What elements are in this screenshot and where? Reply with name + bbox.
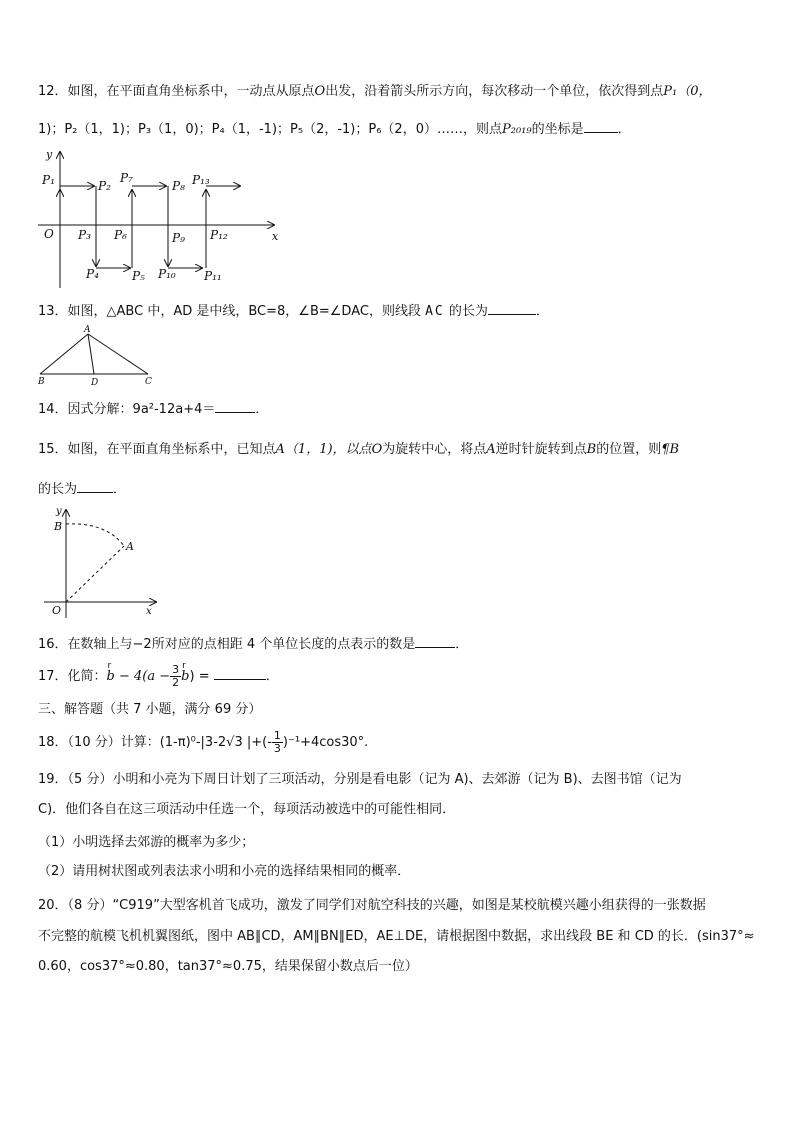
q20-line3: 0.60，cos37°≈0.80，tan37°≈0.75，结果保留小数点后一位） bbox=[38, 959, 418, 974]
q17-fraction bbox=[170, 664, 181, 689]
q14-end: ． bbox=[255, 402, 269, 417]
q12-label-P13: P₁₃ bbox=[192, 173, 210, 187]
q12-end: ． bbox=[617, 122, 631, 137]
q16-line bbox=[38, 633, 758, 655]
q19-sub2: （2）请用树状图或列表法求小明和小亮的选择结果相同的概率． bbox=[38, 864, 411, 879]
q12-label-P4: P₄ bbox=[86, 267, 99, 281]
q12-text-c: 1)；P₂（1，1)；P₃（1，0)；P₄（1，-1)；P₅（2，-1)；P₆（2，0）……，则点 bbox=[38, 122, 502, 137]
q15-arc-ab: ¶B bbox=[661, 442, 680, 457]
q17-mid: − 4(a − bbox=[119, 669, 171, 684]
q15-point-a2: A bbox=[486, 442, 496, 457]
q15-text-b: 为旋转中心，将点 bbox=[382, 442, 487, 457]
q12-label-P12: P₁₂ bbox=[210, 228, 228, 242]
q15-origin: O bbox=[371, 442, 383, 457]
q20-line1: 20．（8 分）“C919”大型客机首飞成功，激发了同学们对航空科技的兴趣，如图是某校航模兴趣小组获得的一张数据 bbox=[38, 898, 706, 913]
q12-answer-blank[interactable] bbox=[584, 118, 618, 133]
q12-label-P8: P₈ bbox=[172, 179, 185, 193]
q12-p1: P₁（0， bbox=[663, 84, 712, 99]
q12-label-P10: P₁₀ bbox=[158, 267, 176, 281]
q19-line1: 19．（5 分）小明和小亮为下周日计划了三项活动，分别是看电影（记为 A)、去郊游（记为 B)、去图书馆（记为 bbox=[38, 772, 682, 787]
q18-text: 18．（10 分）计算：(1-π)⁰-|3-2 bbox=[38, 735, 227, 750]
q16-end: ． bbox=[455, 637, 469, 652]
q17-vector-b: r b bbox=[107, 662, 115, 692]
q12-label-P1: P₁ bbox=[42, 173, 55, 187]
q13-line bbox=[38, 300, 758, 322]
q18-tail: )⁻¹+4cos30°. bbox=[282, 735, 369, 750]
q15-line2 bbox=[38, 478, 758, 500]
q12-p2019: P₂₀₁₉ bbox=[501, 122, 532, 137]
q17-answer-blank[interactable] bbox=[214, 665, 266, 680]
q17-vector-b2: r b bbox=[181, 662, 189, 692]
q12-label-P7: P₇ bbox=[120, 171, 133, 185]
q12-label-x: x bbox=[272, 230, 279, 243]
q12-text-d: 的坐标是 bbox=[531, 122, 584, 137]
q17-text: 17．化简： bbox=[38, 669, 107, 684]
q19-sub1: （1）小明选择去郊游的概率为多少； bbox=[38, 835, 255, 850]
q12-line1 bbox=[38, 82, 758, 102]
q12-figure bbox=[36, 148, 286, 290]
q15-label-y: y bbox=[56, 506, 62, 517]
q18-line bbox=[38, 728, 758, 758]
q13-figure bbox=[36, 322, 166, 388]
q13-end: ． bbox=[535, 304, 549, 319]
q13-label-C: C bbox=[145, 377, 152, 387]
q15-point-b: B bbox=[586, 442, 597, 457]
q15-label-x: x bbox=[146, 606, 152, 617]
q17-line bbox=[38, 662, 758, 692]
q15-segment-oa bbox=[66, 546, 124, 602]
q15-end: ． bbox=[113, 482, 127, 497]
q18-num: 1 bbox=[273, 729, 281, 742]
q13-label-A: A bbox=[84, 325, 91, 335]
q13-segment: AC bbox=[425, 304, 445, 319]
q16-text: 16．在数轴上与−2所对应的点相距 4 个单位长度的点表示的数是 bbox=[38, 637, 416, 652]
q15-text-a: 15．如图，在平面直角坐标系中，已知点 bbox=[38, 442, 276, 457]
q12-label-P9: P₉ bbox=[172, 231, 185, 245]
q17-num: 3 bbox=[172, 663, 180, 676]
q14-text: 14．因式分解：9a²-12a+4＝ bbox=[38, 402, 216, 417]
q14-line bbox=[38, 398, 758, 420]
q17-den: 2 bbox=[172, 676, 180, 689]
q15-label-A: A bbox=[126, 540, 134, 553]
q18-fraction bbox=[272, 730, 283, 755]
q20-line2: 不完整的航模飞机机翼图纸，图中 AB∥CD，AM∥BN∥ED，AE⊥DE，请根据图中数据，求出线段 BE 和 CD 的长．(sin37°≈ bbox=[38, 929, 755, 944]
q12-label-P11: P₁₁ bbox=[204, 269, 222, 283]
q15-arc bbox=[66, 524, 124, 546]
q12-line2 bbox=[38, 118, 758, 140]
q19-line2: C)．他们各自在这三项活动中任选一个，每项活动被选中的可能性相同． bbox=[38, 802, 456, 817]
q18-mid: |+(- bbox=[246, 735, 272, 750]
q13-label-B: B bbox=[38, 377, 45, 387]
q15-label-O: O bbox=[52, 604, 62, 617]
q17-end: ． bbox=[265, 669, 279, 684]
q12-label-P5: P₅ bbox=[132, 269, 145, 283]
q13-text: 13．如图，△ABC 中，AD 是中线，BC=8，∠B=∠DAC，则线段 bbox=[38, 304, 421, 319]
q17-close: ) = bbox=[189, 669, 210, 684]
q12-text-b: 出发，沿着箭头所示方向，每次移动一个单位，依次得到点 bbox=[325, 84, 664, 99]
q13-answer-blank[interactable] bbox=[488, 300, 536, 315]
q12-text-a: 12．如图，在平面直角坐标系中，一动点从原点 bbox=[38, 84, 315, 99]
q15-point-a: A（1，1)，以点 bbox=[275, 442, 372, 457]
q15-answer-blank[interactable] bbox=[77, 478, 113, 493]
q12-label-O: O bbox=[44, 227, 54, 241]
q18-sqrt: √3 bbox=[226, 735, 243, 750]
q12-origin: O bbox=[314, 84, 326, 99]
q13-label-D: D bbox=[91, 378, 99, 388]
q12-label-P3: P₃ bbox=[78, 228, 91, 242]
q15-text-e: 的长为 bbox=[38, 482, 78, 497]
q15-figure bbox=[40, 506, 170, 620]
q15-label-B: B bbox=[54, 520, 63, 533]
q13-text2: 的长为 bbox=[448, 304, 488, 319]
section-heading: 三、解答题（共 7 小题，满分 69 分） bbox=[38, 702, 262, 717]
q14-answer-blank[interactable] bbox=[215, 398, 255, 413]
q16-answer-blank[interactable] bbox=[415, 633, 455, 648]
q18-den: 3 bbox=[273, 742, 281, 755]
q15-line1 bbox=[38, 440, 758, 460]
q12-label-P6: P₆ bbox=[114, 228, 127, 242]
q12-label-y: y bbox=[46, 148, 53, 161]
q12-label-P2: P₂ bbox=[98, 179, 111, 193]
q15-text-c: 逆时针旋转到点 bbox=[495, 442, 587, 457]
q15-text-d: 的位置，则 bbox=[596, 442, 662, 457]
